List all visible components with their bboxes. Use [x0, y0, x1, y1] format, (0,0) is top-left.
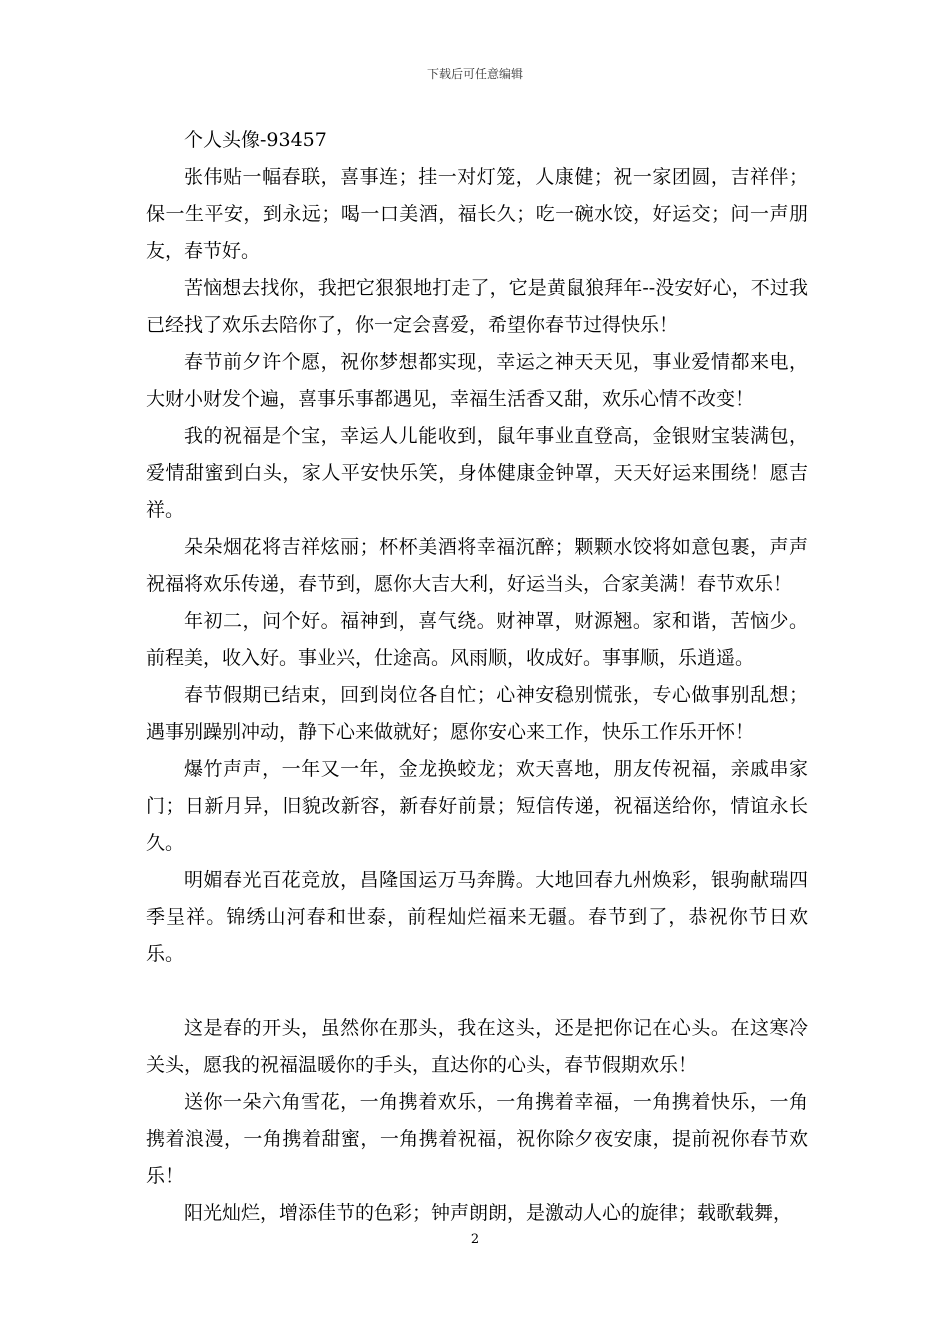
- paragraph: 爆竹声声，一年又一年，金龙换蛟龙；欢天喜地，朋友传祝福，亲戚串家门；日新月异，旧貌改新容，新春好前景；短信传递，祝福送给你，情谊永长久。: [146, 758, 808, 854]
- paragraph: 朵朵烟花将吉祥炫丽；杯杯美酒将幸福沉醉；颗颗水饺将如意包裹，声声祝福将欢乐传递，春节到，愿你大吉大利，好运当头，合家美满！春节欢乐！: [146, 536, 808, 595]
- paragraph: 春节假期已结束，回到岗位各自忙；心神安稳别慌张，专心做事别乱想；遇事别躁别冲动，静下心来做就好；愿你安心来工作，快乐工作乐开怀！: [146, 684, 808, 743]
- page-header: 下载后可任意编辑: [426, 67, 523, 81]
- paragraph: 阳光灿烂，增添佳节的色彩；钟声朗朗，是激动人心的旋律；载歌载舞，: [184, 1202, 793, 1224]
- document-body: [146, 122, 808, 1232]
- paragraph: 这是春的开头，虽然你在那头，我在这头，还是把你记在心头。在这寒冷关头，愿我的祝福温暖你的手头，直达你的心头，春节假期欢乐！: [146, 1017, 808, 1076]
- paragraph: 送你一朵六角雪花，一角携着欢乐，一角携着幸福，一角携着快乐，一角携着浪漫，一角携着甜蜜，一角携着祝福，祝你除夕夜安康，提前祝你春节欢乐！: [146, 1091, 808, 1187]
- paragraph: 年初二，问个好。福神到，喜气绕。财神罩，财源翘。家和谐，苦恼少。前程美，收入好。事业兴，仕途高。风雨顺，收成好。事事顺，乐逍遥。: [146, 610, 808, 669]
- paragraph: 明媚春光百花竞放，昌隆国运万马奔腾。大地回春九州焕彩，银驹献瑞四季呈祥。锦绣山河春和世泰，前程灿烂福来无疆。春节到了，恭祝你节日欢乐。: [146, 869, 808, 965]
- paragraph: 张伟贴一幅春联，喜事连；挂一对灯笼，人康健；祝一家团圆，吉祥伴；保一生平安，到永远；喝一口美酒，福长久；吃一碗水饺，好运交；问一声朋友，春节好。: [146, 166, 808, 262]
- paragraph: 春节前夕许个愿，祝你梦想都实现，幸运之神天天见，事业爱情都来电，大财小财发个遍，喜事乐事都遇见，幸福生活香又甜，欢乐心情不改变！: [146, 351, 808, 410]
- document-title: 个人头像-93457: [184, 129, 327, 151]
- paragraph: 苦恼想去找你，我把它狠狠地打走了，它是黄鼠狼拜年--没安好心，不过我已经找了欢乐去陪你了，你一定会喜爱，希望你春节过得快乐！: [146, 277, 808, 336]
- paragraph: 我的祝福是个宝，幸运人儿能收到，鼠年事业直登高，金银财宝装满包，爱情甜蜜到白头，家人平安快乐笑，身体健康金钟罩，天天好运来围绕！愿吉祥。: [146, 425, 808, 521]
- page-number: 2: [470, 1232, 480, 1247]
- paragraph-spacer: [146, 973, 808, 1010]
